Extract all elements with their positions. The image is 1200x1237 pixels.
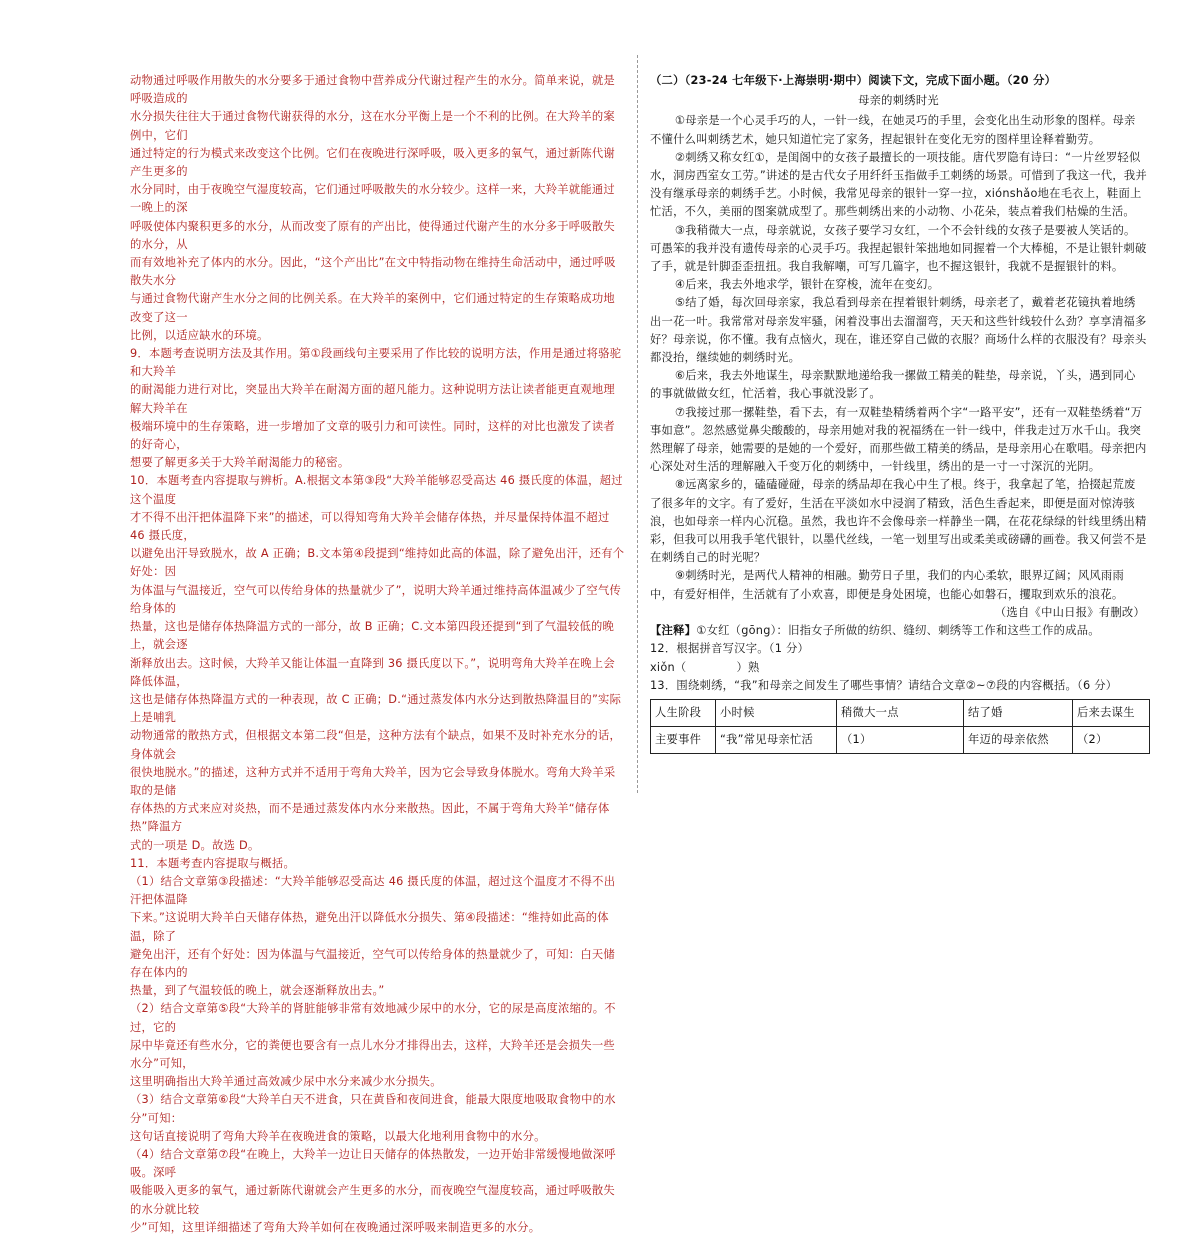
paragraph: ②刺绣又称女红①，是闺阁中的女孩子最擅长的一项技能。唐代罗隐有诗曰：“一片丝罗轻似水，洞房西室女工劳。”讲述的是古代女子用纤纤玉指做手工刺绣的场景。可惜到了我这一代，我并没有继承母亲的刺绣手艺。小时候，我常见母亲的银针一穿一拉，xiónshǎo地在毛衣上，鞋面上忙活，不久，美丽的图案就成型了。那些刺绣出来的小动物、小花朵，装点着我们枯燥的生活。 <box>650 150 1147 219</box>
text-line: 热量，这也是储存体热降温方式的一部分，故 B 正确；C.文本第四段还提到“到了气温较低的晚上，就会逐 <box>130 620 615 652</box>
question-13: 13．围绕刺绣，“我”和母亲之间发生了哪些事情？请结合文章②~⑦段的内容概括。（6 分） <box>650 678 1118 692</box>
paragraph: ⑥后来，我去外地谋生，母亲默默地递给我一摞做工精美的鞋垫，母亲说，丫头，遇到同心的事就做做女红，忙活着，我心事就没影了。 <box>650 369 1136 401</box>
table-cell: 稍微大一点 <box>837 699 964 726</box>
text-line: 尿中毕竟还有些水分，它的粪便也要含有一点儿水分才排得出去，这样，大羚羊还是会损失一些水分”可知， <box>130 1038 615 1070</box>
table-cell: 年迈的母亲依然 <box>964 726 1073 753</box>
text-line: 通过特定的行为模式来改变这个比例。它们在夜晚进行深呼吸，吸入更多的氧气，通过新陈代谢产生更多的 <box>130 146 615 179</box>
paragraph: ①母亲是一个心灵手巧的人，一针一线，在她灵巧的手里，会变化出生动形象的图样。母亲不懂什么叫刺绣艺术，她只知道忙完了家务，捏起银针在变化无穷的图样里诠释着勤劳。 <box>650 114 1136 146</box>
table-cell: 人生阶段 <box>651 699 716 726</box>
table-cell-answer-2[interactable]: （2） <box>1073 726 1150 753</box>
text-line: 而有效地补充了体内的水分。因此，“这个产出比”在文中特指动物在维持生命活动中，通过呼吸散失水分 <box>130 256 616 288</box>
table-row <box>651 726 1150 753</box>
text-line: 动物通常的散热方式，但根据文本第二段“但是，这种方法有个缺点，如果不及时补充水分的话，身体就会 <box>130 729 622 761</box>
text-line: 以避免出汗导致脱水，故 A 正确；B.文本第④段提到“维持如此高的体温，除了避免出汗，还有个好处：因 <box>130 547 625 579</box>
text-line: 为体温与气温接近，空气可以传给身体的热量就少了”，说明大羚羊通过维持高体温减少了空气传给身体的 <box>130 583 622 615</box>
pinyin-suffix: ）熟 <box>736 660 760 674</box>
note-text: ①女红（gōng）：旧指女子所做的纺织、缝纫、刺绣等工作和这些工作的成品。 <box>696 624 1100 638</box>
text-line: 少”可知，这里详细描述了弯角大羚羊如何在夜晚通过深呼吸来制造更多的水分。 <box>130 1220 541 1234</box>
source-citation: （选自《中山日报》有删改） <box>994 605 1145 619</box>
answer-q10 <box>130 472 625 854</box>
answer-blank[interactable] <box>686 670 736 671</box>
text-line: 渐释放出去。这时候，大羚羊又能让体温一直降到 36 摄氏度以下。”，说明弯角大羚羊在晚上会降低体温， <box>130 656 615 688</box>
table-cell: “我”常见母亲忙活 <box>716 726 837 753</box>
text-line: 呼吸使体内聚积更多的水分，从而改变了原有的产出比，使得通过代谢产生的水分多于呼吸散失的水分，从 <box>130 219 615 251</box>
text-line: 的耐渴能力进行对比，突显出大羚羊在耐渴方面的超凡能力。这种说明方法让读者能更直观地理解大羚羊在 <box>130 383 615 415</box>
column-divider <box>637 55 639 793</box>
annotation <box>650 622 1147 640</box>
text-line: （1）结合文章第③段描述：“大羚羊能够忍受高达 46 摄氏度的体温，超过这个温度才不得不出汗把体温降 <box>130 874 616 907</box>
text-line: 存体热的方式来应对炎热，而不是通过蒸发体内水分来散热。因此，不属于弯角大羚羊“储存体热”降温方 <box>130 802 610 834</box>
table-cell: 结了婚 <box>964 699 1073 726</box>
paragraph: ④后来，我去外地求学，银针在穿梭，流年在变幻。 <box>674 278 940 292</box>
text-line: （4）结合文章第⑦段“在晚上，大羚羊一边让日天储存的体热散发，一边开始非常缓慢地做深呼吸。深呼 <box>130 1147 616 1180</box>
text-line: 水分损失往往大于通过食物代谢获得的水分，这在水分平衡上是一个不利的比例。在大羚羊的案例中，它们 <box>130 110 615 142</box>
intro-explanation <box>130 72 625 345</box>
note-label: 【注释】 <box>650 624 697 638</box>
text-line: 这也是储存体热降温方式的一种表现，故 C 正确；D.“通过蒸发体内水分达到散热降温目的”实际上是哺乳 <box>130 692 622 725</box>
text-line: 下来。”这说明大羚羊白天储存体热，避免出汗以降低水分损失、第④段描述：“维持如此高的体温，除了 <box>130 911 609 943</box>
text-line: 11．本题考查内容提取与概括。 <box>130 856 295 870</box>
answer-q11 <box>130 855 625 1237</box>
paragraph: ⑧远离家乡的，磕磕碰碰，母亲的绣品却在我心中生了根。终于，我拿起了笔，拾掇起荒废了很多年的文字。有了爱好，生活在平淡如水中浸润了精致，活色生香起来，即便是面对惊涛骇浪，也如母亲一样内心沉稳。虽然，我也许不会像母亲一样静坐一隅，在花花绿绿的针线里绣出精彩，但我可以用我手笔代银针，以墨代丝线，一笔一划里写出或柔美或磅礴的画卷。我又何尝不是在刺绣自己的时光呢？ <box>650 478 1147 565</box>
table-cell: 小时候 <box>716 699 837 726</box>
text-line: 动物通过呼吸作用散失的水分要多于通过食物中营养成分代谢过程产生的水分。简单来说，就是呼吸造成的 <box>130 74 615 106</box>
paragraph: ③我稍微大一点，母亲就说，女孩子要学习女红，一个不会针线的女孩子是要被人笑话的。可愚笨的我并没有遗传母亲的心灵手巧。我捏起银针笨拙地如同握着一个大棒槌，不是让银针刺破了手，就是针脚歪歪扭扭。我自我解嘲，可写几篇字，也不握这银针，我就不是握银针的料。 <box>650 223 1147 274</box>
table-cell-answer-1[interactable]: （1） <box>837 726 964 753</box>
text-line: 10．本题考查内容提取与辨析。A.根据文本第③段“大羚羊能够忍受高达 46 摄氏度的体温，超过这个温度 <box>130 474 623 506</box>
text-line: 避免出汗，还有个好处：因为体温与气温接近，空气可以传给身体的热量就少了，可知：白天储存在体内的 <box>130 947 615 979</box>
section-header: （二）（23-24 七年级下·上海崇明·期中）阅读下文，完成下面小题。（20 分） <box>650 74 1057 87</box>
summary-table <box>650 699 1150 754</box>
text-line: 这句话直接说明了弯角大羚羊在夜晚进食的策略，以最大化地利用食物中的水分。 <box>130 1129 546 1143</box>
text-line: 这里明确指出大羚羊通过高效减少尿中水分来减少水分损失。 <box>130 1075 442 1089</box>
text-line: （3）结合文章第⑥段“大羚羊白天不进食，只在黄昏和夜间进食，能最大限度地吸取食物中的水分”可知： <box>130 1093 616 1125</box>
question-12: 12．根据拼音写汉字。（1 分） <box>650 642 810 656</box>
text-line: 比例，以适应缺水的环境。 <box>130 328 269 342</box>
text-line: 水分同时，由于夜晚空气湿度较高，它们通过呼吸散失的水分较少。这样一来，大羚羊就能通过一晚上的深 <box>130 183 615 215</box>
paragraph-underlined: ⑤结了婚，每次回母亲家，我总看到母亲在捏着银针刺绣，母亲老了，戴着老花镜执着地绣出一花一叶。我常常对母亲发牢骚，闲着没事出去溜溜弯，天天和这些针线较什么劲？享享清福多好？母亲说，你不懂。我有点恼火，现在，谁还穿自己做的衣服？商场什么样的衣服没有？母亲头都没抬，继续她的刺绣时光。 <box>650 296 1147 365</box>
reading-column <box>650 72 1147 754</box>
text-line: 式的一项是 D。故选 D。 <box>130 838 260 852</box>
text-line: 极端环境中的生存策略，进一步增加了文章的吸引力和可读性。同时，这样的对比也激发了读者的好奇心， <box>130 419 615 452</box>
paragraph: ⑨刺绣时光，是两代人精神的相融。勤劳日子里，我们的内心柔软，眼界辽阔；风风雨雨中，有爱好相伴，生活就有了小欢喜，即便是身处困境，也能心如磐石，攫取到欢乐的浪花。 <box>650 569 1125 601</box>
answer-q9 <box>130 345 625 472</box>
answer-column <box>130 72 625 1237</box>
text-line: 吸能吸入更多的氧气，通过新陈代谢就会产生更多的水分，而夜晚空气湿度较高，通过呼吸散失的水分就比较 <box>130 1184 615 1216</box>
question-12-blank <box>650 659 1147 677</box>
text-line: （2）结合文章第⑤段“大羚羊的肾脏能够非常有效地减少尿中的水分，它的尿是高度浓缩的。不过，它的 <box>130 1002 616 1034</box>
text-line: 才不得不出汗把体温降下来”的描述，可以得知弯角大羚羊会储存体热，并尽量保持体温不超过 46 摄氏度， <box>130 510 610 543</box>
text-line: 很快地脱水。”的描述，这种方式并不适用于弯角大羚羊，因为它会导致身体脱水。弯角大羚羊采取的是储 <box>130 765 616 797</box>
article-title: 母亲的刺绣时光 <box>858 94 939 108</box>
table-row <box>651 699 1150 726</box>
text-line: 与通过食物代谢产生水分之间的比例关系。在大羚羊的案例中，它们通过特定的生存策略成功地改变了这一 <box>130 292 615 324</box>
paragraph: ⑦我接过那一摞鞋垫，看下去，有一双鞋垫精绣着两个字“一路平安”，还有一双鞋垫绣着“万事如意”。忽然感觉鼻尖酸酸的，母亲用她对我的祝福绣在一针一线中，伴我走过万水千山。我突然理解了母亲，她需要的是她的一个爱好，而那些做工精美的绣品，是母亲用心在歌唱。母亲把内心深处对生活的理解融入千变万化的刺绣中，一针线里，绣出的是一寸一寸深沉的光阴。 <box>650 405 1147 474</box>
table-cell: 主要事件 <box>651 726 716 753</box>
pinyin-prompt: xiǒn（ <box>650 660 687 674</box>
text-line: 9．本题考查说明方法及其作用。第①段画线句主要采用了作比较的说明方法，作用是通过将骆驼和大羚羊 <box>130 347 622 379</box>
text-line: 想要了解更多关于大羚羊耐渴能力的秘密。 <box>130 456 350 470</box>
text-line: 热量，到了气温较低的晚上，就会逐渐释放出去。” <box>130 984 385 998</box>
table-cell: 后来去谋生 <box>1073 699 1150 726</box>
